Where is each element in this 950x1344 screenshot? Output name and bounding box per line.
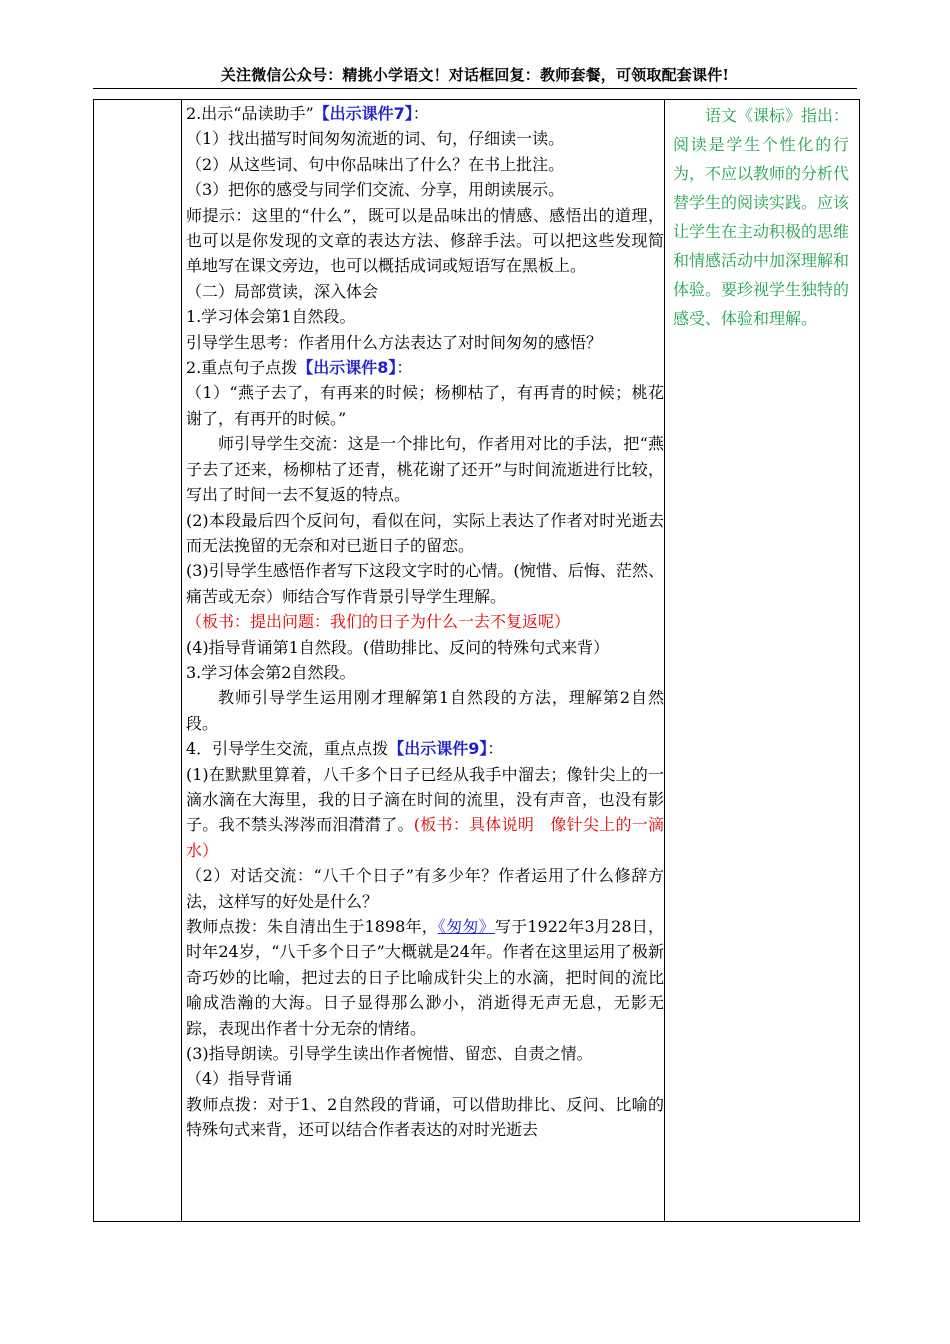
text-run: ： [412, 104, 429, 123]
left-blank-cell [94, 100, 182, 1222]
content-line: （1）“燕子去了，有再来的时候；杨柳枯了，有再青的时候；桃花谢了，有再开的时候。” [186, 383, 664, 428]
table-row [94, 100, 860, 1222]
content-line: 1.学习体会第1自然段。 [186, 307, 356, 327]
content-line [186, 101, 664, 126]
lesson-table [93, 99, 860, 1222]
text-run: ： [487, 739, 504, 759]
board-note: (板书：具体说明 像针尖上的一滴水） [186, 815, 664, 860]
content-line: 师提示：这里的“什么”，既可以是品味出的情感、感悟出的道理，也可以是你发现的文章的表达方法、修辞手法。可以把这些发现简单地写在课文旁边，也可以概括成词或短语写在黑板上。 [186, 205, 664, 276]
content-line [186, 914, 664, 1041]
text-run: 2.出示“品读助手” [186, 104, 314, 123]
text-run: ： [396, 358, 413, 378]
content-line [186, 762, 664, 864]
content-line [186, 736, 664, 761]
content-line: 师引导学生交流：这是一个排比句，作者用对比的手法，把“燕子去了还来，杨柳枯了还青，桃花谢了还开”与时间流逝进行比较，写出了时间一去不复返的特点。 [186, 434, 664, 505]
content-line: (3)指导朗读。引导学生读出作者惋惜、留恋、自责之情。 [186, 1044, 593, 1064]
text-run: 2.重点句子点拨 [186, 358, 298, 378]
content-line: （2）从这些词、句中你品味出了什么？在书上批注。 [186, 154, 565, 174]
content-line [186, 355, 664, 380]
text-run: 4．引导学生交流，重点点拨 [186, 739, 389, 759]
note-text: 语文《课标》指出：阅读是学生个性化的行为，不应以教师的分析代替学生的阅读实践。应该让学生在主动积极的思维和情感活动中加深理解和体验。要珍视学生独特的感受、体验和理解。 [673, 106, 850, 328]
note-cell [665, 100, 860, 1222]
content-line: （4）指导背诵 [186, 1069, 293, 1089]
content-line: (4)指导背诵第1自然段。(借助排比、反问的特殊句式来背） [186, 637, 610, 657]
content-line: 3.学习体会第2自然段。 [186, 662, 356, 682]
content-line: (3)引导学生感悟作者写下这段文字时的心情。(惋惜、后悔、茫然、痛苦或无奈）师结合写作背景引导学生理解。 [186, 561, 664, 606]
courseware-tag: 【出示课件9】 [388, 739, 488, 759]
text-run: 教师点拨：朱自清出生于1898年， [186, 917, 438, 936]
text-run: 写于1922年3月28日，时年24岁，“八千多个日子”大概就是24年。作者在这里运用了极新奇巧妙的比喻，把过去的日子比喻成针尖上的水滴，把时间的流比喻成浩瀚的大海。日子显得那么渺小，消逝得无声无息，无影无踪，表现出作者十分无奈的情绪。 [186, 917, 664, 1038]
content-line: 引导学生思考：作者用什么方法表达了对时间匆匆的感悟？ [186, 332, 603, 352]
header-rule [93, 88, 857, 89]
courseware-tag: 【出示课件8】 [297, 358, 397, 378]
content-line: 教师点拨：对于1、2自然段的背诵，可以借助排比、反问、比喻的特殊句式来背，还可以结合作者表达的对时光逝去 [186, 1094, 664, 1140]
content-line: （3）把你的感受与同学们交流、分享，用朗读展示。 [186, 180, 565, 200]
content-line: （1）找出描写时间匆匆流逝的词、句，仔细读一读。 [186, 129, 565, 149]
lesson-content [182, 100, 664, 1143]
text-run: (1)在默默里算着，八千多个日子已经从我手中溜去；像针尖上的一滴水滴在大海里，我的日子滴在时间的流里，没有声音，也没有影子。我不禁头涔涔而泪潸潸了。 [186, 764, 664, 835]
curriculum-note [665, 100, 859, 333]
board-note: （板书：提出问题：我们的日子为什么一去不复返呢） [186, 612, 571, 632]
page-banner: 关注微信公众号：精挑小学语文！对话框回复：教师套餐，可领取配套课件! [220, 66, 730, 84]
courseware-tag: 【出示课件7】 [313, 104, 413, 123]
content-line: 教师引导学生运用刚才理解第1自然段的方法，理解第2自然段。 [186, 688, 664, 733]
content-line: （2）对话交流：“八千个日子”有多少年？作者运用了什么修辞方法，这样写的好处是什么？ [186, 866, 664, 911]
section-heading: （二）局部赏读，深入体会 [186, 281, 379, 301]
title-link[interactable]: 《匆匆》 [437, 917, 495, 936]
lesson-content-cell [182, 100, 665, 1222]
content-line: (2)本段最后四个反问句，看似在问，实际上表达了作者对时光逝去而无法挽留的无奈和对已逝日子的留恋。 [186, 510, 664, 555]
